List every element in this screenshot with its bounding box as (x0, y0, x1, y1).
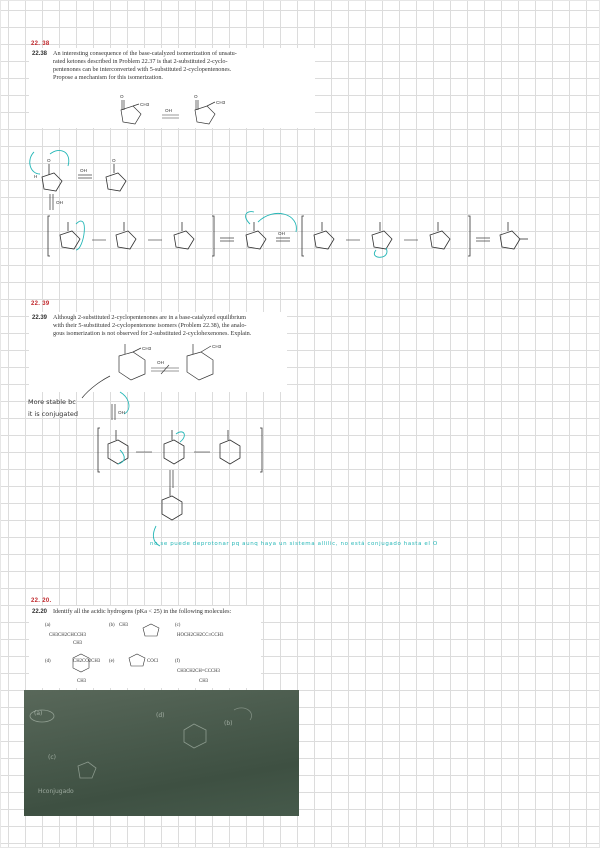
mech-h-top: H (34, 174, 38, 179)
section-label-22-20: 22. 20. (31, 598, 52, 604)
part-f-formula: CH3CH2CH=CCCH3 (177, 669, 220, 674)
chalk-label-d: (d) (156, 712, 165, 719)
chalkboard-photo (24, 690, 299, 816)
part-d-substituent: CH3 (77, 679, 87, 684)
mech-o-neg-top: O (112, 158, 116, 163)
part-f-label: (f) (175, 659, 180, 664)
part-d-formula: CH2CO2CH3 (73, 659, 101, 664)
mech-oh-mid: OH (278, 231, 285, 236)
part-b-formula: CH3 (119, 623, 129, 628)
mech-oxygen-top: O (47, 158, 51, 163)
mechanism-22-39-drawing (60, 370, 360, 520)
mech-oh-hand: OH (118, 410, 125, 415)
mech-oh-down: OH (56, 200, 63, 205)
part-e-formula: COCl (147, 659, 159, 664)
reagent-label: OH (165, 108, 172, 113)
mech-oh-top: OH (80, 168, 87, 173)
ch3-label-a: CH3 (142, 346, 152, 351)
chalk-label-conjugado: Hconjugado (38, 788, 74, 795)
part-a-substituent: CH3 (73, 641, 83, 646)
section-label-22-39: 22. 39 (31, 301, 50, 307)
part-a-label: (a) (45, 623, 51, 628)
note-more-stable: More stable bc (28, 398, 76, 406)
reagent-label: OH (157, 360, 164, 365)
reaction-scheme-22-38 (29, 48, 315, 128)
problem-22-20-printout (29, 606, 261, 688)
note-conjugated: it is conjugated (28, 410, 79, 418)
ch3-label-a: CH3 (140, 102, 150, 107)
oxygen-label: O (120, 94, 124, 99)
problem-text: Although 2-substituted 2-cyclopentenones are in a base-catalyzed equilibrium with their 5-substituted 2-cyclopentenone isomers (Problem 22.38), the analo- gous isomerization is not observed for 2-substituted 2-cyclohexenones. Explain. (53, 314, 252, 337)
chalk-drawings (24, 690, 299, 816)
part-d-label: (d) (45, 659, 51, 664)
ch3-label-b: CH3 (212, 344, 222, 349)
ch3-label-b: CH3 (216, 100, 226, 105)
mechanism-22-38-drawing (20, 140, 580, 260)
teal-note-22-39: no se puede deprotonar pq aunq haya un sistema allilic, no está conjugado hasta el O (150, 541, 438, 547)
part-a-formula: CH3CH2CHCCH3 (49, 633, 87, 638)
part-c-formula: HOCH2CH2CC≡CCH3 (177, 633, 224, 638)
part-b-label: (b) (109, 623, 115, 628)
problem-number: 22.39 (32, 315, 48, 321)
problem-text: An interesting consequence of the base-catalyzed isomerization of unsatu- rated ketones described in Problem 22.37 is that 2-substituted 2-cyclo- pentenones can be interconverted with 5-substituted 2-cyclopentenones. Propose a mechanism for this isomerization. (53, 50, 237, 81)
problem-number: 22.38 (32, 51, 48, 57)
chalk-label-a: (a) (34, 710, 43, 717)
problem-number: 22.20 (32, 609, 48, 615)
problem-22-38-printout (29, 48, 315, 128)
part-e-label: (e) (109, 659, 115, 664)
chalk-label-c: (c) (48, 754, 56, 761)
problem-text: Identify all the acidic hydrogens (pKa < 25) in the following molecules: (53, 608, 232, 615)
chalk-label-b: (b) (224, 720, 233, 727)
part-f-substituent: CH3 (199, 679, 209, 684)
part-c-label: (c) (175, 623, 181, 628)
section-label-22-38: 22. 38 (31, 41, 50, 47)
svg-text:O: O (194, 94, 198, 99)
molecule-drawings-22-20 (29, 606, 261, 688)
